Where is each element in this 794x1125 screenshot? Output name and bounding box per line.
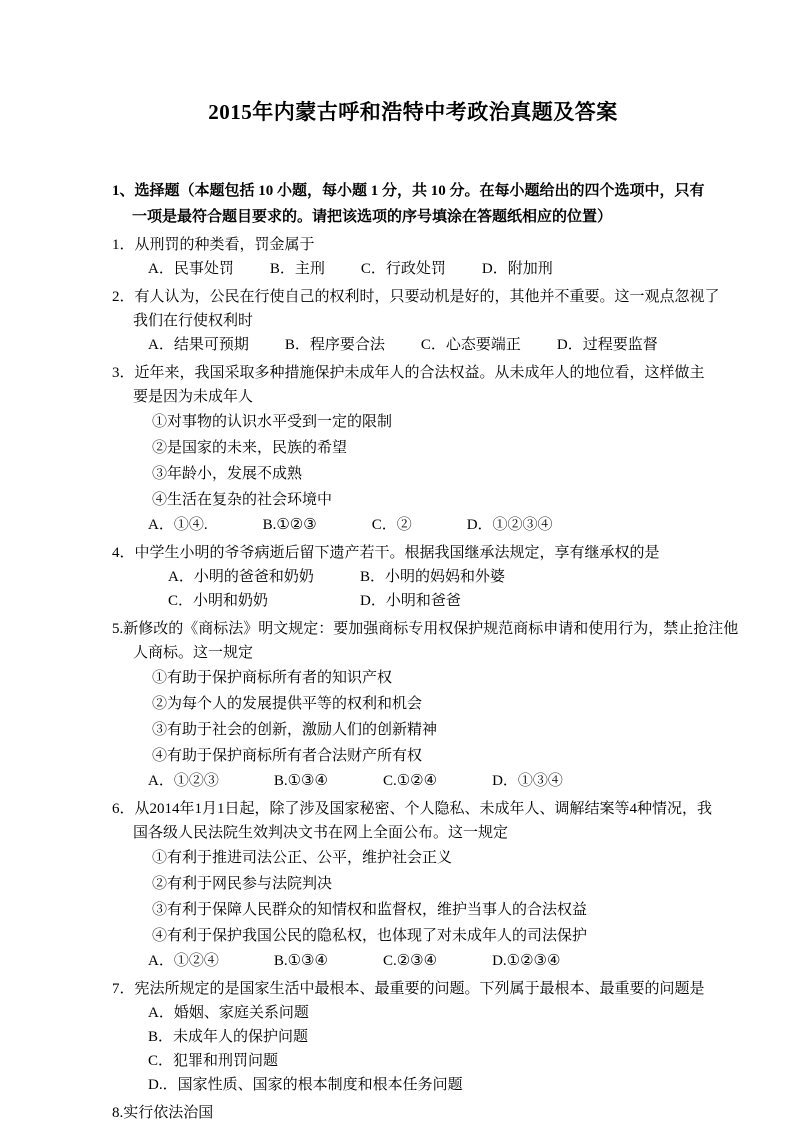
question-7-option-B: B．未成年人的保护问题 — [148, 1029, 309, 1045]
question-5-option-D: D．①③④ — [492, 773, 563, 789]
question-3-option-D: D．①②③④ — [466, 517, 553, 533]
question-2-option-A: A．结果可预期 — [148, 337, 249, 353]
section-heading-line-1: 1、选择题（本题包括 10 小题，每小题 1 分，共 10 分。在每小题给出的四个选项中，只有 — [112, 183, 705, 199]
question-7-option-D: D.．国家性质、国家的根本制度和根本任务问题 — [148, 1077, 463, 1093]
question-6-subitem-4: ④有利于保护我国公民的隐私权，也体现了对未成年人的司法保护 — [152, 928, 588, 944]
question-6-stem-line-2: 国各级人民法院生效判决文书在网上全面公布。这一规定 — [133, 825, 509, 841]
question-3-subitem-2: ②是国家的未来，民族的希望 — [152, 440, 348, 456]
question-5-subitem-3: ③有助于社会的创新，激励人们的创新精神 — [152, 722, 438, 738]
question-6 — [112, 797, 714, 973]
question-1-option-D: D．附加刑 — [481, 261, 553, 277]
question-6-option-D: D.①②③④ — [492, 953, 561, 969]
question-5-options — [112, 769, 714, 793]
question-5-subitem-1: ①有助于保护商标所有者的知识产权 — [152, 670, 393, 686]
question-7-options — [112, 1001, 714, 1097]
question-2-stem-line-1: 2．有人认为，公民在行使自己的权利时，只要动机是好的，其他并不重要。这一观点忽视了 — [112, 289, 720, 305]
question-2-option-D: D．过程要监督 — [556, 337, 658, 353]
question-6-option-B: B.①③④ — [273, 953, 328, 969]
question-2-option-B: B．程序要合法 — [284, 337, 385, 353]
question-5 — [112, 617, 739, 793]
question-5-subitem-2: ②为每个人的发展提供平等的权利和机会 — [152, 696, 423, 712]
question-4-stem-line-1: 4．中学生小明的爷爷病逝后留下遗产若干。根据我国继承法规定，享有继承权的是 — [112, 545, 660, 561]
question-3-stem-line-2: 要是因为未成年人 — [133, 389, 254, 405]
question-4-option-B: B．小明的妈妈和外婆 — [360, 569, 506, 585]
question-5-option-C: C.①②④ — [382, 773, 438, 789]
question-3-option-C: C．② — [371, 517, 412, 533]
question-4-option-A: A．小明的爸爸和奶奶 — [168, 569, 314, 585]
question-1-option-A: A．民事处罚 — [148, 261, 234, 277]
question-3-stem-line-1: 3．近年来，我国采取多种措施保护未成年人的合法权益。从未成年人的地位看，这样做主 — [112, 365, 705, 381]
question-8-stem-line-1: 8.实行依法治国 — [112, 1105, 214, 1121]
question-6-option-C: C.②③④ — [382, 953, 438, 969]
question-4-options — [112, 565, 714, 613]
question-1 — [112, 233, 714, 281]
question-7-option-A: A．婚姻、家庭关系问题 — [148, 1005, 309, 1021]
question-1-options — [112, 257, 714, 281]
question-3-subitem-1: ①对事物的认识水平受到一定的限制 — [152, 414, 393, 430]
question-4 — [112, 541, 714, 613]
question-5-stem-line-1: 5.新修改的《商标法》明文规定：要加强商标专用权保护规范商标申请和使用行为，禁止抢注他 — [112, 621, 739, 637]
question-7-stem-line-1: 7．宪法所规定的是国家生活中最根本、最重要的问题。下列属于最根本、最重要的问题是 — [112, 981, 705, 997]
section-heading — [112, 178, 714, 230]
question-1-stem-line-1: 1．从刑罚的种类看，罚金属于 — [112, 237, 315, 253]
question-3-subitem-4: ④生活在复杂的社会环境中 — [152, 492, 333, 508]
question-3-option-B: B.①②③ — [262, 517, 317, 533]
question-6-subitem-2: ②有利于网民参与法院判决 — [152, 876, 333, 892]
question-6-options — [112, 949, 714, 973]
question-2-options — [112, 333, 714, 357]
question-3 — [112, 361, 714, 537]
question-6-subitem-1: ①有利于推进司法公正、公平，维护社会正义 — [152, 850, 453, 866]
question-7-option-C: C．犯罪和刑罚问题 — [148, 1053, 279, 1069]
question-7 — [112, 977, 714, 1097]
question-6-subitem-3: ③有利于保障人民群众的知情权和监督权，维护当事人的合法权益 — [152, 902, 588, 918]
question-2-stem-line-2: 我们在行使权利时 — [133, 313, 254, 329]
question-3-options — [112, 513, 714, 537]
question-5-option-A: A．①②③ — [148, 773, 219, 789]
question-6-option-A: A．①②④ — [148, 953, 219, 969]
question-2-option-C: C．心态要端正 — [420, 337, 521, 353]
question-5-stem-line-2: 人商标。这一规定 — [133, 645, 254, 661]
section-heading-line-2: 一项是最符合题目要求的。请把该选项的序号填涂在答题纸相应的位置） — [132, 209, 613, 225]
question-1-option-B: B．主刑 — [269, 261, 325, 277]
question-8 — [112, 1101, 714, 1125]
question-5-subitem-4: ④有助于保护商标所有者合法财产所有权 — [152, 748, 423, 764]
question-5-option-B: B.①③④ — [273, 773, 328, 789]
question-4-option-C: C．小明和奶奶 — [168, 593, 269, 609]
question-2 — [112, 285, 720, 357]
question-6-stem-line-1: 6．从2014年1月1日起，除了涉及国家秘密、个人隐私、未成年人、调解结案等4种情况，我 — [112, 801, 713, 817]
question-3-option-A: A．①④. — [148, 517, 208, 533]
question-4-option-D: D．小明和爸爸 — [360, 593, 461, 609]
page-title: 2015年内蒙古呼和浩特中考政治真题及答案 — [208, 100, 618, 124]
question-3-subitem-3: ③年龄小，发展不成熟 — [152, 466, 303, 482]
questions-container — [112, 233, 739, 1125]
question-1-option-C: C．行政处罚 — [360, 261, 446, 277]
